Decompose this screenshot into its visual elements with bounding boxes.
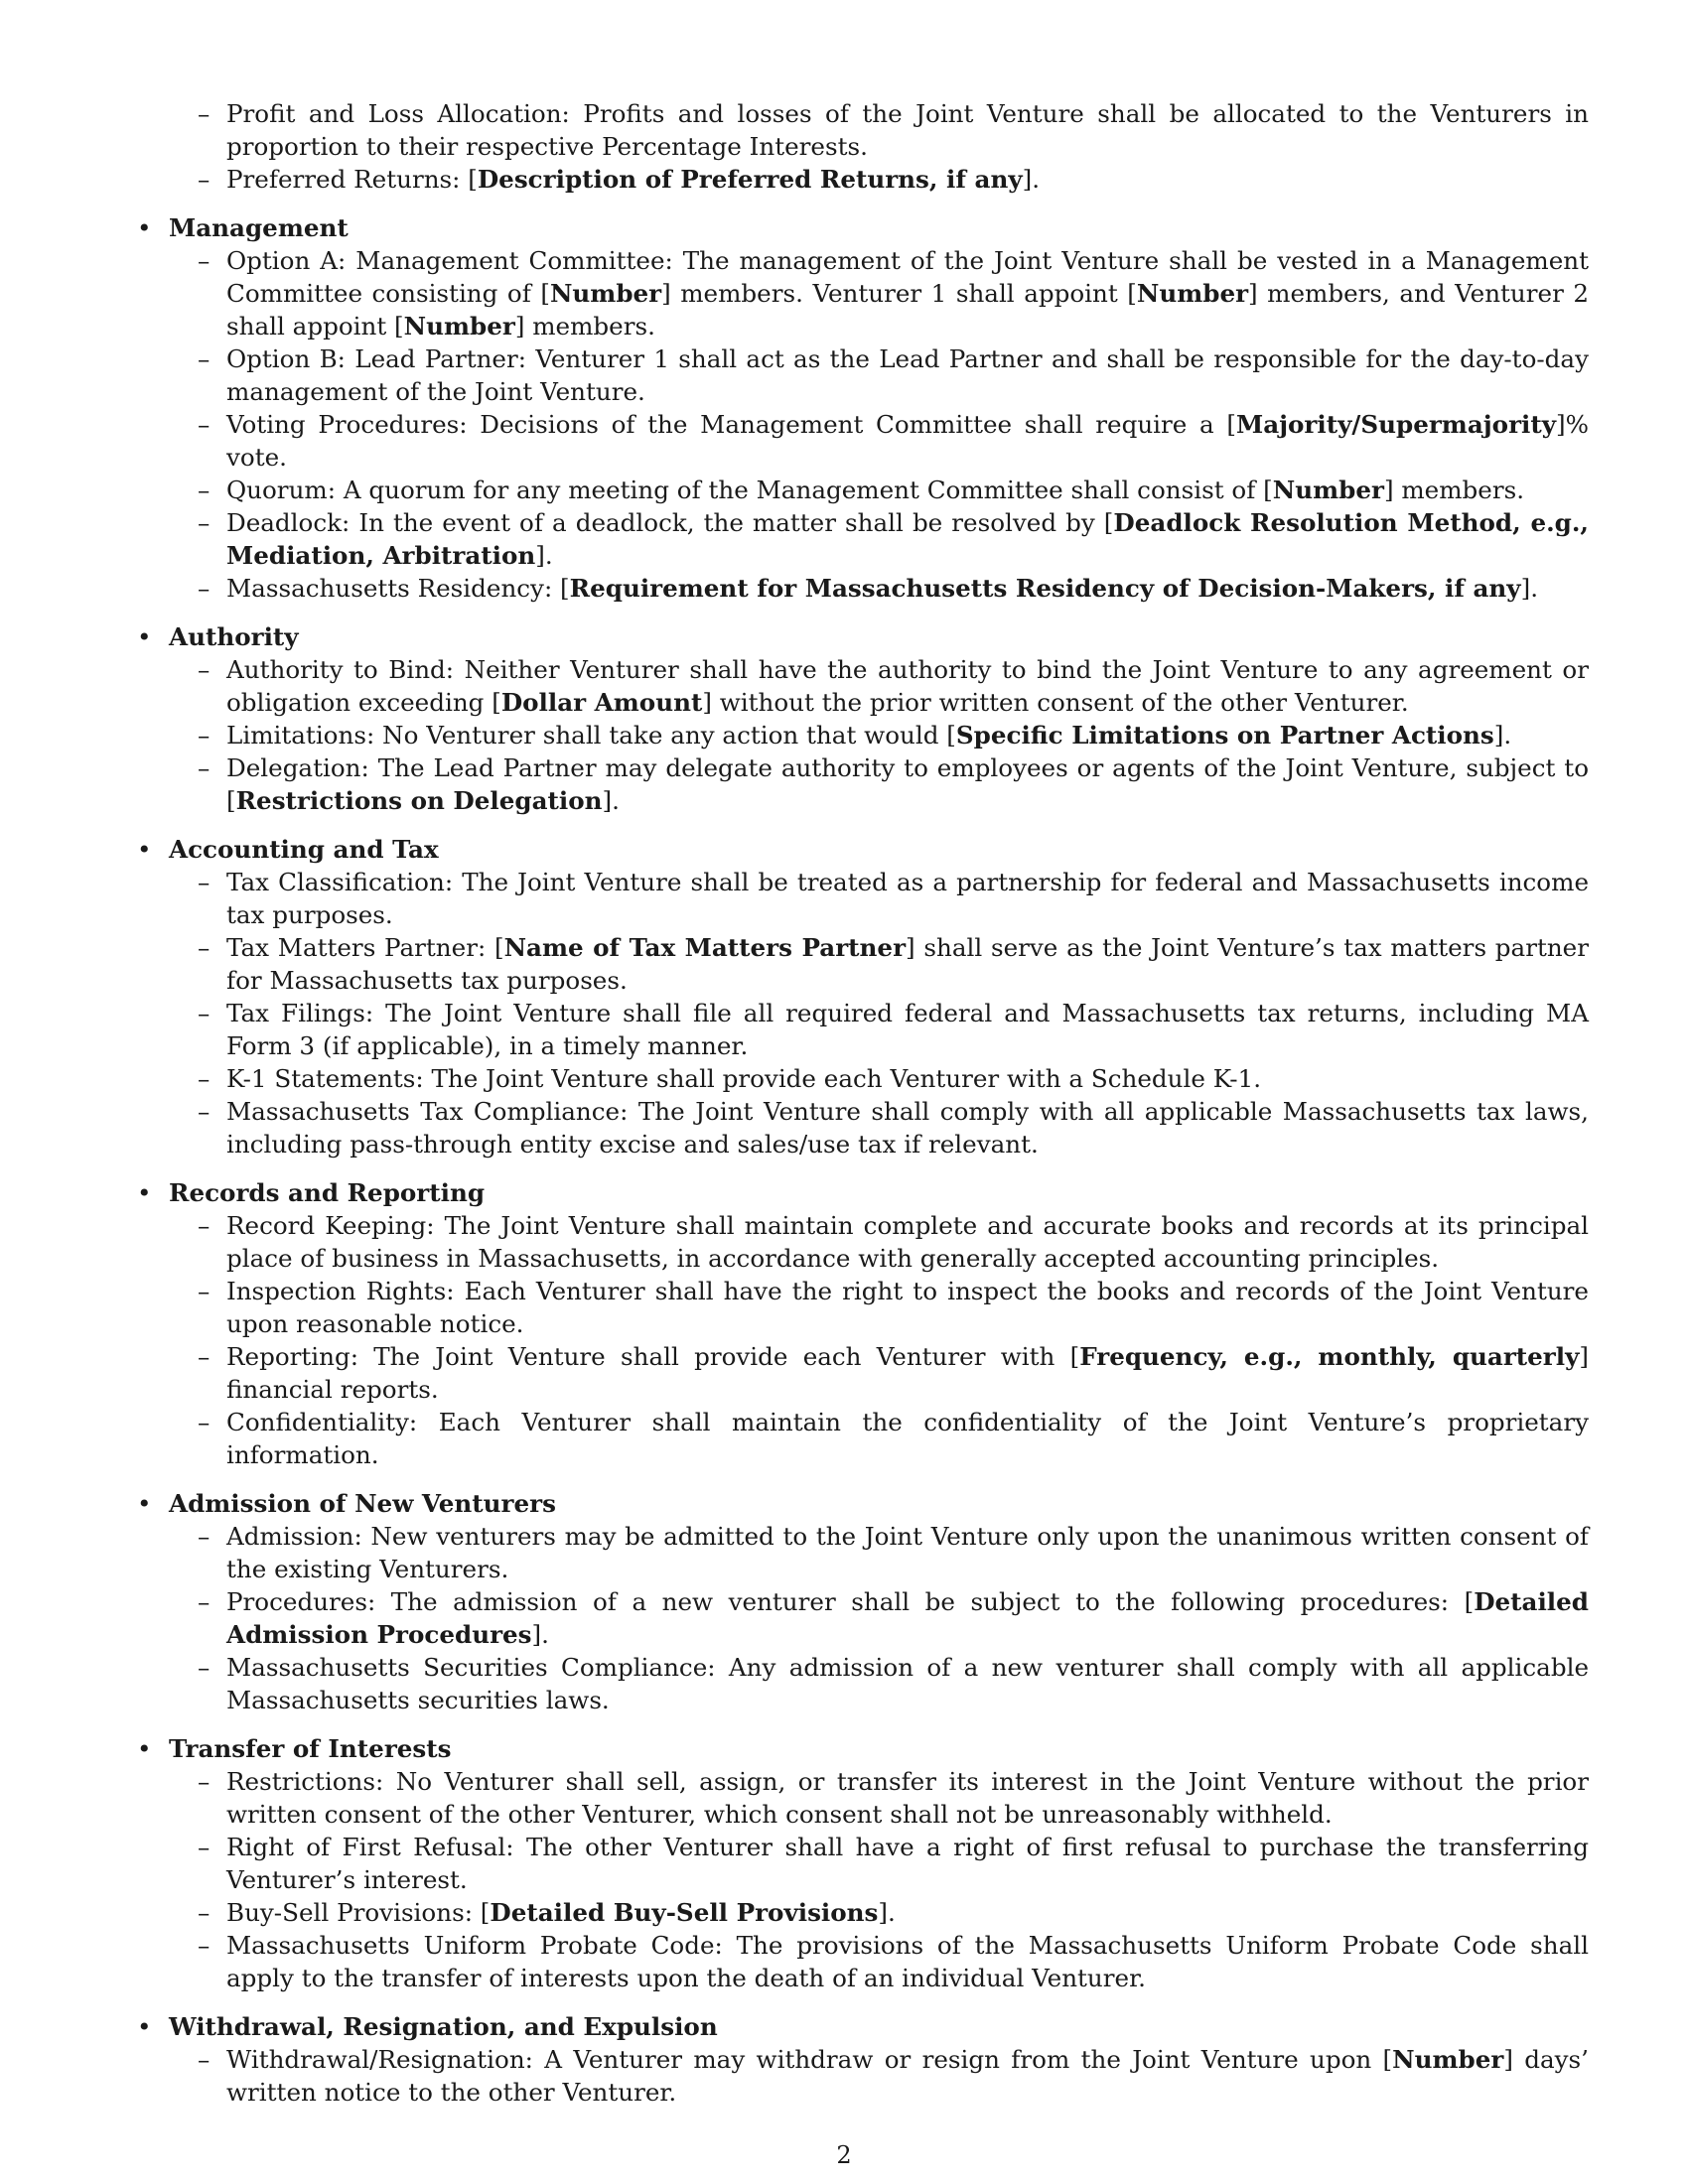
section: [137, 1487, 1589, 1716]
dash-bullet: –: [198, 1064, 211, 1093]
section-heading: • Authority: [137, 620, 1589, 653]
page-number: 2: [836, 2141, 852, 2169]
placeholder-text: Requirement for Massachusetts Residency of Decision-Makers, if any: [569, 574, 1521, 603]
list-item: [137, 1275, 1589, 1340]
item-text: ] days’ written notice to the other Venturer.: [226, 2045, 1589, 2107]
item-text: Inspection Rights: Each Venturer shall have the right to inspect the books and records of the Joint Venture upon reasonable notice.: [226, 1277, 1589, 1338]
item-text: ].: [602, 786, 620, 815]
list-item: [137, 1585, 1589, 1651]
sections: [137, 211, 1589, 2109]
section-heading: • Accounting and Tax: [137, 833, 1589, 866]
dash-bullet: –: [198, 753, 211, 782]
placeholder-text: Detailed Admission Procedures: [226, 1587, 1589, 1649]
item-text: ] members.: [514, 312, 655, 341]
placeholder-text: Frequency, e.g., monthly, quarterly: [1079, 1342, 1580, 1371]
dash-bullet: –: [198, 1277, 211, 1305]
item-text: K-1 Statements: The Joint Venture shall provide each Venturer with a Schedule K-1.: [226, 1064, 1262, 1093]
dash-bullet: –: [198, 1767, 211, 1796]
item-text: Authority to Bind: Neither Venturer shall have the authority to bind the Joint Venture to any agreement or obligation exceeding [: [226, 655, 1589, 717]
section: [137, 211, 1589, 605]
item-text: ].: [535, 541, 553, 570]
item-text: Tax Matters Partner: [: [226, 933, 504, 962]
item-text: Profit and Loss Allocation: Profits and losses of the Joint Venture shall be allocated to the Venturers in proportion to their respective Percentage Interests.: [226, 99, 1589, 161]
section-heading: • Admission of New Venturers: [137, 1487, 1589, 1520]
item-text: Massachusetts Uniform Probate Code: The provisions of the Massachusetts Uniform Probate Code shall apply to the transfer of interests upon the death of an individual Venturer.: [226, 1931, 1589, 1992]
item-text: Withdrawal/Resignation: A Venturer may withdraw or resign from the Joint Venture upon [: [226, 2045, 1393, 2074]
list-item: [137, 244, 1589, 342]
placeholder-text: Restrictions on Delegation: [235, 786, 603, 815]
item-text: ].: [878, 1898, 896, 1927]
list-item: [137, 1095, 1589, 1160]
list-item: [137, 342, 1589, 408]
item-text: Tax Filings: The Joint Venture shall file all required federal and Massachusetts tax returns, including MA Form 3 (if applicable), in a timely manner.: [226, 999, 1589, 1060]
placeholder-text: Number: [1136, 279, 1249, 308]
section-heading: • Management: [137, 211, 1589, 244]
item-text: Tax Classification: The Joint Venture shall be treated as a partnership for federal and Massachusetts income tax purposes.: [226, 868, 1589, 929]
dash-bullet: –: [198, 1408, 211, 1436]
list-item: [137, 1520, 1589, 1585]
item-text: Buy-Sell Provisions: [: [226, 1898, 491, 1927]
dash-bullet: –: [198, 246, 211, 275]
item-text: Deadlock: In the event of a deadlock, the matter shall be resolved by [: [226, 508, 1114, 537]
item-text: Delegation: The Lead Partner may delegate authority to employees or agents of the Joint Venture, subject to [: [226, 753, 1589, 815]
list-item: [137, 408, 1589, 474]
dash-bullet: –: [198, 1211, 211, 1240]
dash-bullet: –: [198, 868, 211, 896]
item-text: Confidentiality: Each Venturer shall maintain the confidentiality of the Joint Venture’s proprietary information.: [226, 1408, 1589, 1469]
list-item: [137, 1929, 1589, 1994]
section: [137, 833, 1589, 1160]
document-page: [137, 97, 1589, 2124]
item-text: Right of First Refusal: The other Venturer shall have a right of first refusal to purchase the transferring Venturer’s interest.: [226, 1833, 1589, 1894]
dash-bullet: –: [198, 344, 211, 373]
item-text: Massachusetts Residency: [: [226, 574, 570, 603]
item-text: ].: [1520, 574, 1539, 603]
dash-bullet: –: [198, 1898, 211, 1927]
section-heading: • Withdrawal, Resignation, and Expulsion: [137, 2010, 1589, 2043]
dash-bullet: –: [198, 165, 211, 194]
section: [137, 1176, 1589, 1471]
dash-bullet: –: [198, 410, 211, 439]
dash-bullet: –: [198, 1653, 211, 1682]
placeholder-text: Majority/Supermajority: [1235, 410, 1557, 439]
item-text: Massachusetts Securities Compliance: Any admission of a new venturer shall comply with all applicable Massachusetts securities laws.: [226, 1653, 1589, 1714]
list-item: [137, 653, 1589, 719]
list-item: [137, 2043, 1589, 2109]
list-item: [137, 1406, 1589, 1471]
item-text: Record Keeping: The Joint Venture shall maintain complete and accurate books and records at its principal place of business in Massachusetts, in accordance with generally accepted accounting principles.: [226, 1211, 1589, 1273]
placeholder-text: Number: [549, 279, 662, 308]
list-item: [137, 1831, 1589, 1896]
dash-bullet: –: [198, 933, 211, 962]
dash-bullet: –: [198, 476, 211, 504]
item-text: Voting Procedures: Decisions of the Management Committee shall require a [: [226, 410, 1236, 439]
item-text: Option B: Lead Partner: Venturer 1 shall act as the Lead Partner and shall be responsible for the day-to-day management of the Joint Venture.: [226, 344, 1589, 406]
item-text: Admission: New venturers may be admitted to the Joint Venture only upon the unanimous written consent of the existing Venturers.: [226, 1522, 1589, 1583]
dash-bullet: –: [198, 1833, 211, 1861]
item-text: ] members, and Venturer 2 shall appoint [: [226, 279, 1589, 341]
list-item: [137, 474, 1589, 506]
placeholder-text: Name of Tax Matters Partner: [503, 933, 907, 962]
item-text: ].: [531, 1620, 549, 1649]
list-item: [137, 719, 1589, 751]
dash-bullet: –: [198, 1587, 211, 1616]
dash-bullet: –: [198, 99, 211, 128]
dash-bullet: –: [198, 574, 211, 603]
list-item: [137, 997, 1589, 1062]
list-item: [137, 1340, 1589, 1406]
list-item: [137, 163, 1589, 196]
section: [137, 620, 1589, 817]
item-text: Limitations: No Venturer shall take any action that would [: [226, 721, 956, 750]
placeholder-text: Description of Preferred Returns, if any: [477, 165, 1023, 194]
list-item: [137, 1651, 1589, 1716]
item-text: ].: [1022, 165, 1041, 194]
item-text: ] members.: [1383, 476, 1525, 504]
item-text: ] shall serve as the Joint Venture’s tax matters partner for Massachusetts tax purposes.: [226, 933, 1589, 995]
item-text: ] members. Venturer 1 shall appoint [: [661, 279, 1137, 308]
dash-bullet: –: [198, 1097, 211, 1126]
item-text: Quorum: A quorum for any meeting of the Management Committee shall consist of [: [226, 476, 1273, 504]
dash-bullet: –: [198, 1342, 211, 1371]
dash-bullet: –: [198, 1931, 211, 1960]
list-item: [137, 572, 1589, 605]
list-item: [137, 1896, 1589, 1929]
item-text: Massachusetts Tax Compliance: The Joint Venture shall comply with all applicable Massachusetts tax laws, including pass-through entity excise and sales/use tax if relevant.: [226, 1097, 1589, 1159]
dash-bullet: –: [198, 508, 211, 537]
list-item: [137, 866, 1589, 931]
list-item: [137, 1209, 1589, 1275]
list-item: [137, 506, 1589, 572]
item-text: ]% vote.: [226, 410, 1589, 472]
placeholder-text: Deadlock Resolution Method, e.g., Mediation, Arbitration: [226, 508, 1589, 570]
list-item: [137, 1062, 1589, 1095]
placeholder-text: Detailed Buy-Sell Provisions: [490, 1898, 879, 1927]
placeholder-text: Dollar Amount: [500, 688, 703, 717]
dash-bullet: –: [198, 1522, 211, 1551]
item-text: ] financial reports.: [226, 1342, 1589, 1404]
item-text: ].: [1493, 721, 1512, 750]
section: [137, 1732, 1589, 1994]
list-item: [137, 1765, 1589, 1831]
list-item: [137, 97, 1589, 163]
item-text: Preferred Returns: [: [226, 165, 478, 194]
item-text: Reporting: The Joint Venture shall provide each Venturer with [: [226, 1342, 1080, 1371]
item-text: Restrictions: No Venturer shall sell, assign, or transfer its interest in the Joint Venture without the prior written consent of the other Venturer, which consent shall not be unreasonably withheld.: [226, 1767, 1589, 1829]
dash-bullet: –: [198, 655, 211, 684]
dash-bullet: –: [198, 2045, 211, 2074]
section-heading: • Transfer of Interests: [137, 1732, 1589, 1765]
dash-bullet: –: [198, 999, 211, 1027]
placeholder-text: Number: [1272, 476, 1384, 504]
item-text: Procedures: The admission of a new venturer shall be subject to the following procedures: [: [226, 1587, 1475, 1616]
list-item: [137, 931, 1589, 997]
placeholder-text: Specific Limitations on Partner Actions: [955, 721, 1494, 750]
placeholder-text: Number: [1392, 2045, 1504, 2074]
lead-items: [137, 97, 1589, 196]
section: [137, 2010, 1589, 2109]
placeholder-text: Number: [403, 312, 515, 341]
item-text: ] without the prior written consent of the other Venturer.: [702, 688, 1409, 717]
dash-bullet: –: [198, 721, 211, 750]
item-text: Option A: Management Committee: The management of the Joint Venture shall be vested in a Management Committee consisting of [: [226, 246, 1589, 308]
list-item: [137, 751, 1589, 817]
section-heading: • Records and Reporting: [137, 1176, 1589, 1209]
